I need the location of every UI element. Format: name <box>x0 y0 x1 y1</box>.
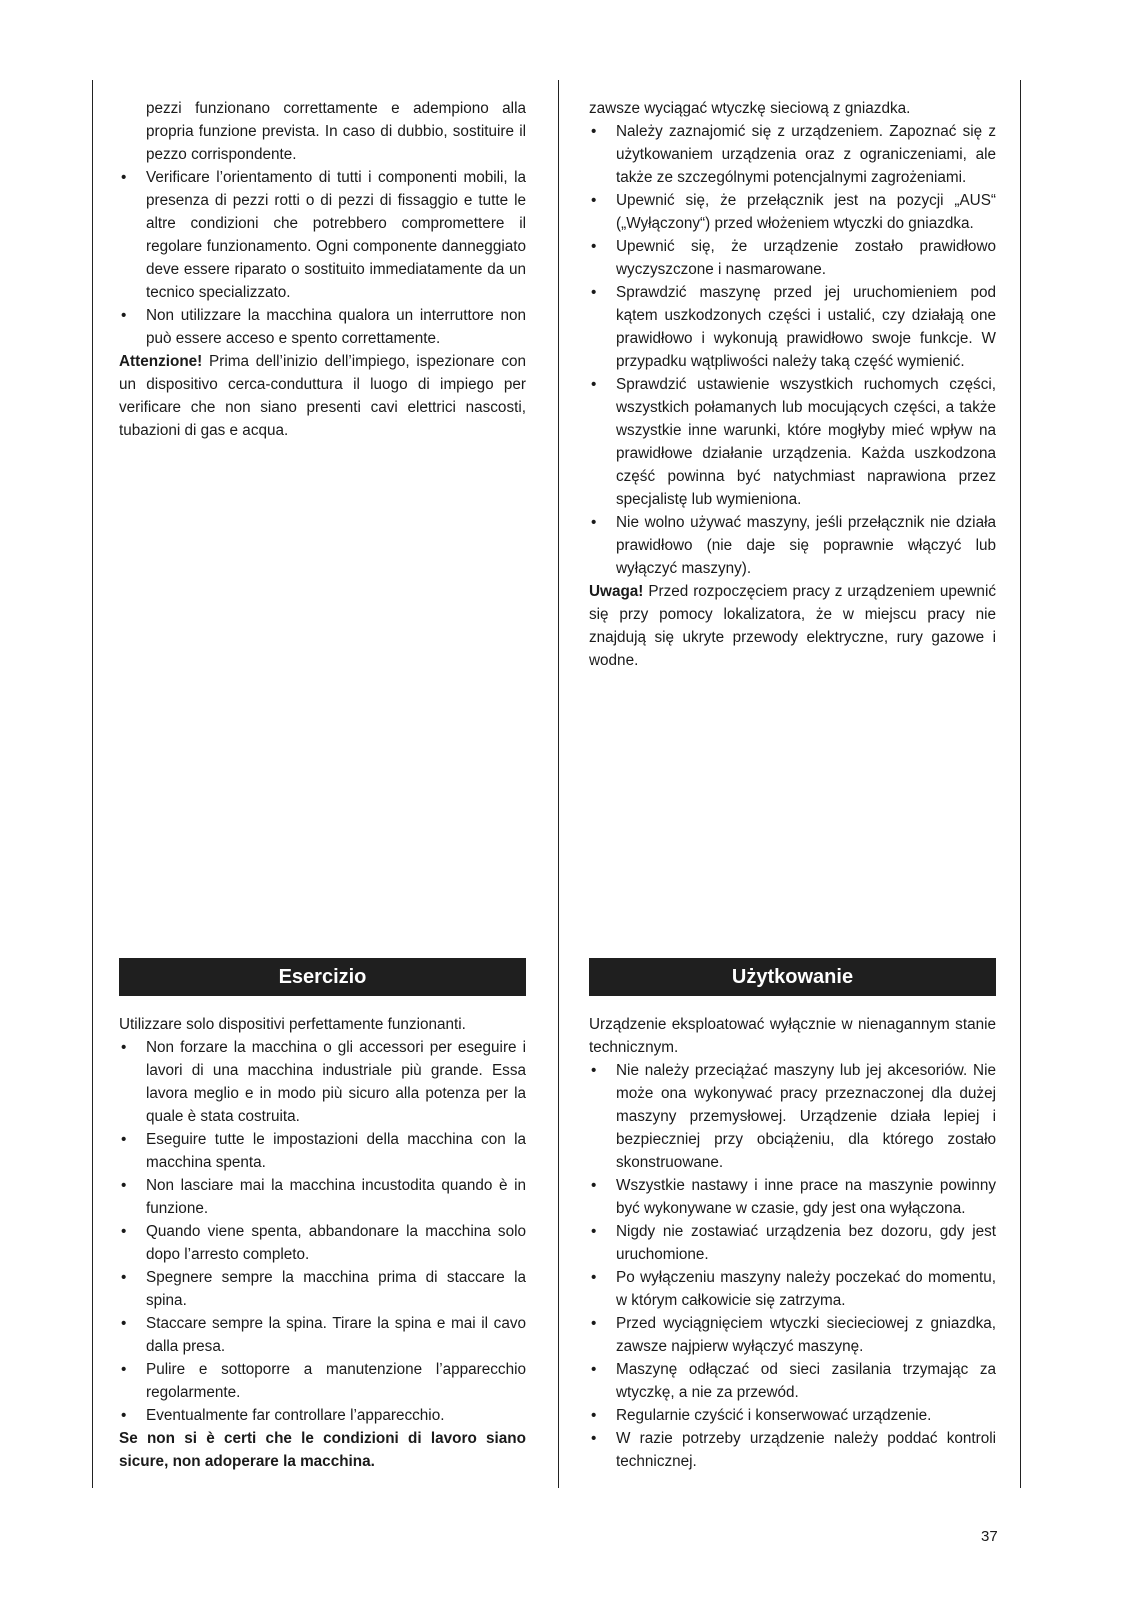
list-item: • Nie należy przeciążać maszyny lub jej akcesoriów. Nie może ona wykonywać pracy przeznaczonej dla dużej maszyny przemysłowej. Urządzenie działa lepiej i bezpieczniej przy obciążeniu, dla którego zostało skonstruowane. <box>589 1059 996 1174</box>
warning-label: Uwaga! <box>589 583 644 600</box>
list-item: • Sprawdzić ustawienie wszystkich ruchomych części, wszystkich połamanych lub mocujących części, a także wszystkie inne warunki, które mogłyby mieć wpływ na prawidłowe działanie urządzenia. Każda uszkodzona część powinna być natychmiast naprawiona przez specjalistę lub wymieniona. <box>589 373 996 511</box>
list-item: • Regularnie czyścić i konserwować urządzenie. <box>589 1404 996 1427</box>
closing-warning-text: Se non si è certi che le condizioni di lavoro siano sicure, non adoperare la macchina. <box>119 1430 526 1470</box>
continuation-text: zawsze wyciągać wtyczkę sieciową z gniazdka. <box>589 100 911 117</box>
list-item: • Spegnere sempre la macchina prima di staccare la spina. <box>119 1266 526 1312</box>
list-item: • Eseguire tutte le impostazioni della macchina con la macchina spenta. <box>119 1128 526 1174</box>
list-item: • Upewnić się, że przełącznik jest na pozycji „AUS“ („Wyłączony“) przed włożeniem wtyczki do gniazdka. <box>589 189 996 235</box>
polish-operation-section <box>589 1013 996 1473</box>
list-item: • Po wyłączeniu maszyny należy poczekać do momentu, w którym całkowicie się zatrzyma. <box>589 1266 996 1312</box>
italian-operation-section <box>119 1013 526 1473</box>
list-item: • Verificare l’orientamento di tutti i componenti mobili, la presenza di pezzi rotti o di pezzi di fissaggio e tutte le altre condizioni che potrebbero compromettere il regolare funzionamento. Ogni componente danneggiato deve essere riparato o sostituito immediatamente da un tecnico specializzato. <box>119 166 526 304</box>
closing-warning <box>119 1427 526 1473</box>
intro-text: Utilizzare solo dispositivi perfettamente funzionanti. <box>119 1016 466 1033</box>
bullet-list <box>119 1036 526 1427</box>
warning-text: Przed rozpoczęciem pracy z urządzeniem upewnić się przy pomocy lokalizatora, że w miejscu pracy nie znajdują się ukryte przewody elektryczne, rury gazowe i wodne. <box>589 583 996 669</box>
right-margin-rule <box>1020 80 1021 1488</box>
warning-paragraph <box>589 580 996 672</box>
list-item: • Upewnić się, że urządzenie zostało prawidłowo wyczyszczone i nasmarowane. <box>589 235 996 281</box>
bullet-list <box>589 1059 996 1473</box>
list-item: • Nie wolno używać maszyny, jeśli przełącznik nie działa prawidłowo (nie daje się poprawnie włączyć lub wyłączyć maszyny). <box>589 511 996 580</box>
list-item: • Non forzare la macchina o gli accessori per eseguire i lavori di una macchina industriale più grande. Essa lavora meglio e in modo più sicuro alla potenza per la quale è stata costruita. <box>119 1036 526 1128</box>
page-number: 37 <box>981 1528 998 1545</box>
center-divider-rule <box>558 80 559 1488</box>
list-item: • Nigdy nie zostawiać urządzenia bez dozoru, gdy jest uruchomione. <box>589 1220 996 1266</box>
intro-text: Urządzenie eksploatować wyłącznie w nienagannym stanie technicznym. <box>589 1016 996 1056</box>
list-item: • Non lasciare mai la macchina incustodita quando è in funzione. <box>119 1174 526 1220</box>
polish-safety-section <box>589 97 996 672</box>
warning-label: Attenzione! <box>119 353 203 370</box>
list-item: • Należy zaznajomić się z urządzeniem. Zapoznać się z użytkowaniem urządzenia oraz z ograniczeniami, ale także ze szczególnymi potencjalnymi zagrożeniami. <box>589 120 996 189</box>
list-item: • Non utilizzare la macchina qualora un interruttore non può essere acceso e spento correttamente. <box>119 304 526 350</box>
warning-text: Prima dell’inizio dell’impiego, ispezionare con un dispositivo cerca-conduttura il luogo di impiego per verificare che non siano presenti cavi elettrici nascosti, tubazioni di gas e acqua. <box>119 353 526 439</box>
heading-esercizio: Esercizio <box>119 958 526 996</box>
italian-safety-section <box>119 97 526 442</box>
bullet-list <box>589 120 996 580</box>
left-margin-rule <box>92 80 93 1488</box>
heading-uzytkowanie: Użytkowanie <box>589 958 996 996</box>
list-item: • Staccare sempre la spina. Tirare la spina e mai il cavo dalla presa. <box>119 1312 526 1358</box>
list-item: • Quando viene spenta, abbandonare la macchina solo dopo l’arresto completo. <box>119 1220 526 1266</box>
list-item: • Pulire e sottoporre a manutenzione l’apparecchio regolarmente. <box>119 1358 526 1404</box>
continuation-text: pezzi funzionano correttamente e adempiono alla propria funzione prevista. In caso di dubbio, sostituire il pezzo corrispondente. <box>146 100 526 163</box>
list-item: • Przed wyciągnięciem wtyczki siecieciowej z gniazdka, zawsze najpierw wyłączyć maszynę. <box>589 1312 996 1358</box>
list-item: • Wszystkie nastawy i inne prace na maszynie powinny być wykonywane w czasie, gdy jest ona wyłączona. <box>589 1174 996 1220</box>
list-item: • Sprawdzić maszynę przed jej uruchomieniem pod kątem uszkodzonych części i ustalić, czy działają one prawidłowo i wykonują prawidłowo swoje funkcje. W przypadku wątpliwości należy taką część wymienić. <box>589 281 996 373</box>
list-item: • W razie potrzeby urządzenie należy poddać kontroli technicznej. <box>589 1427 996 1473</box>
list-item: • Maszynę odłączać od sieci zasilania trzymając za wtyczkę, a nie za przewód. <box>589 1358 996 1404</box>
list-item: • Eventualmente far controllare l’apparecchio. <box>119 1404 526 1427</box>
warning-paragraph <box>119 350 526 442</box>
bullet-list <box>119 166 526 350</box>
